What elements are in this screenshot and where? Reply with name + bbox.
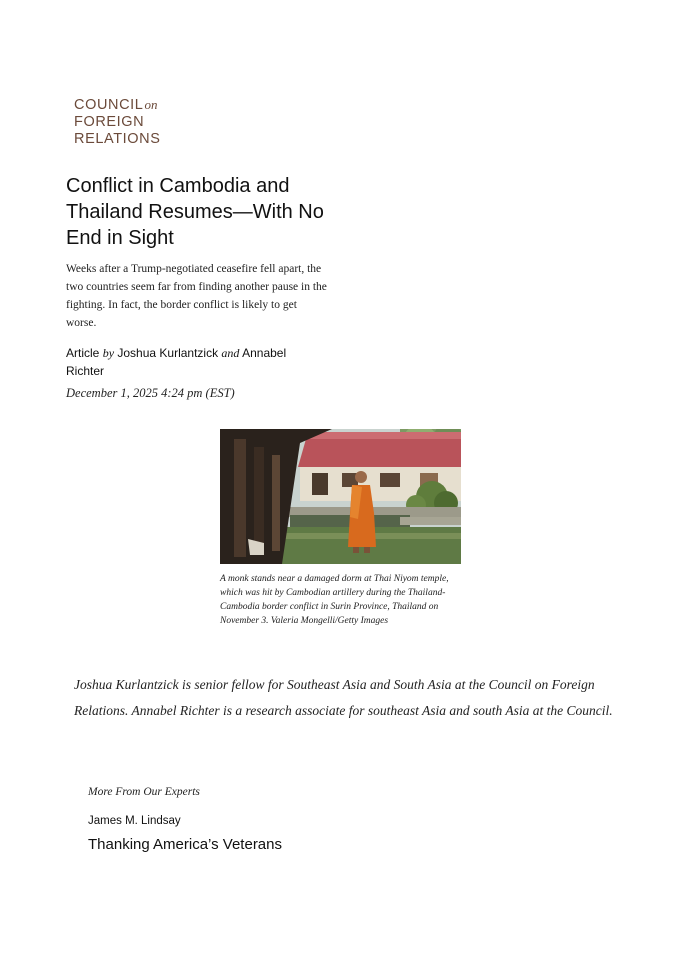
logo-line-foreign: FOREIGN (74, 114, 145, 130)
byline-and: and (221, 346, 240, 360)
author-bio: Joshua Kurlantzick is senior fellow for Southeast Asia and South Asia at the Council on Foreign Relations. Annabel Richter is a research associate for southeast Asia and south Asia at the Council. (74, 677, 613, 718)
byline-by: by (102, 346, 115, 360)
photo-caption: A monk stands near a damaged dorm at Thai Niyom temple, which was hit by Cambodian artillery during the Thailand-Cambodia border conflict in Surin Province, Thailand on November 3. Valeria Mongelli/Getty Images (220, 574, 449, 626)
cfr-logo[interactable] (74, 96, 161, 148)
article-photo (220, 429, 461, 564)
article-title: Conflict in Cambodia and Thailand Resumes—With No End in Sight (66, 175, 324, 249)
byline-type: Article (66, 346, 100, 360)
logo-on: on (144, 97, 158, 112)
article-date: December 1, 2025 4:24 pm (EST) (66, 386, 235, 400)
logo-line-council: COUNCILon (74, 97, 158, 113)
more-from-experts-label: More From Our Experts (88, 786, 200, 798)
article-dek: Weeks after a Trump-negotiated ceasefire fell apart, the two countries seem far from finding another pause in the fighting. In fact, the border conflict is likely to get worse. (66, 263, 327, 329)
byline-author-link[interactable]: Joshua Kurlantzick (117, 346, 219, 360)
photo-illustration (220, 429, 461, 564)
article-byline (66, 344, 326, 380)
expert-article-link[interactable]: Thanking America’s Veterans (88, 836, 282, 853)
logo-line-relations: RELATIONS (74, 131, 161, 147)
expert-name[interactable]: James M. Lindsay (88, 815, 181, 827)
byline-author-link[interactable]: Annabel Richter (66, 346, 287, 378)
